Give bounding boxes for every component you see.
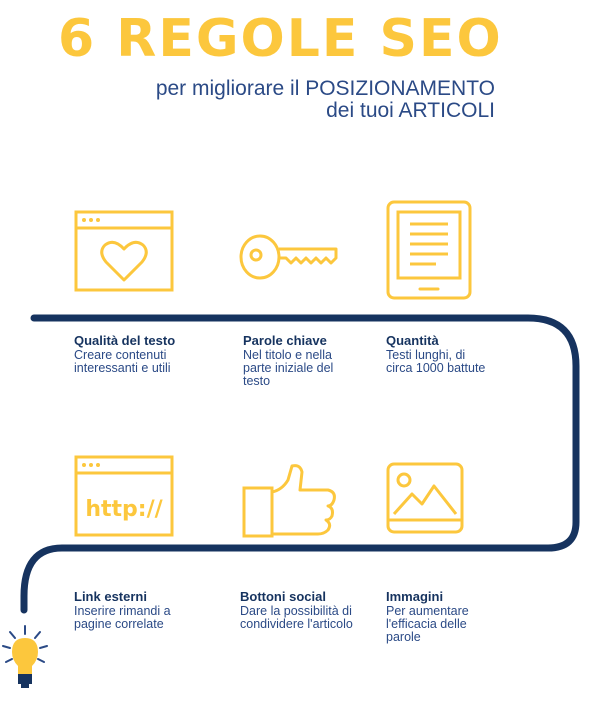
lightbulb-icon: [0, 622, 50, 694]
http-browser-icon: [74, 455, 174, 537]
rule-1-title: Qualità del testo: [74, 333, 176, 348]
rule-6-text: Per aumentare l'efficacia delle parole: [386, 604, 469, 644]
rule-5-title: Bottoni social: [240, 589, 326, 604]
document-tablet-icon: [386, 200, 472, 300]
rule-4-text: Inserire rimandi a pagine correlate: [74, 604, 171, 631]
http-label: http://: [85, 497, 163, 522]
image-icon: [386, 462, 464, 534]
subtitle-line-2: dei tuoi ARTICOLI: [326, 99, 495, 122]
heart-browser-icon: [74, 210, 174, 292]
rule-2-text: Nel titolo e nella parte iniziale del testo: [243, 348, 334, 388]
rule-5-text: Dare la possibilità di condividere l'articolo: [240, 604, 353, 631]
rule-1-text: Creare contenuti interessanti e utili: [74, 348, 171, 375]
rule-2-title: Parole chiave: [243, 333, 327, 348]
page-title: 6 REGOLE SEO: [58, 9, 503, 69]
thumbs-up-icon: [242, 462, 338, 538]
key-icon: [238, 233, 340, 281]
rule-6-title: Immagini: [386, 589, 444, 604]
subtitle-line-1: per migliorare il POSIZIONAMENTO: [155, 77, 495, 100]
rule-3-title: Quantità: [386, 333, 439, 348]
rule-4-title: Link esterni: [74, 589, 147, 604]
rule-3-text: Testi lunghi, di circa 1000 battute: [386, 348, 486, 375]
